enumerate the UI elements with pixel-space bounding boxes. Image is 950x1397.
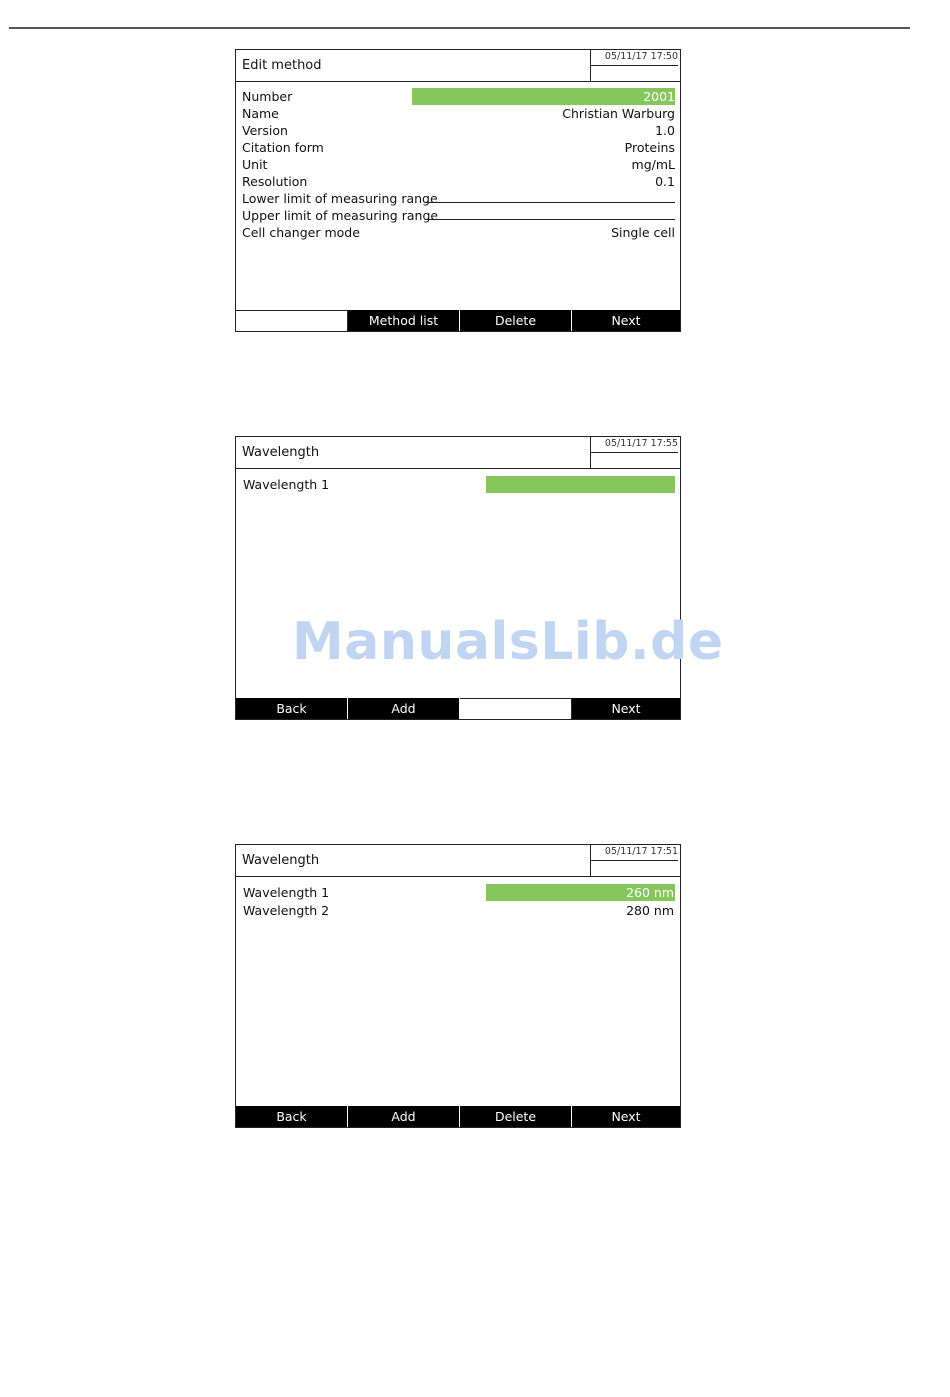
next-button[interactable]: Next xyxy=(572,310,680,331)
field-value-selected[interactable]: 2001 xyxy=(412,88,675,105)
field-label: Cell changer mode xyxy=(242,225,360,240)
field-value-selected[interactable] xyxy=(486,476,675,493)
field-value: 0.1 xyxy=(655,174,675,189)
field-cell-changer-mode[interactable] xyxy=(242,224,675,241)
softkey-3-empty[interactable] xyxy=(460,698,572,719)
field-label: Citation form xyxy=(242,140,324,155)
field-version[interactable] xyxy=(242,122,675,139)
screen-header xyxy=(236,437,680,469)
field-value: Single cell xyxy=(611,225,675,240)
next-button[interactable]: Next xyxy=(572,698,680,719)
field-value: 280 nm xyxy=(626,903,674,918)
field-value: 1.0 xyxy=(655,123,675,138)
field-resolution[interactable] xyxy=(242,173,675,190)
softkey-bar xyxy=(236,1106,680,1127)
screen-title: Wavelength xyxy=(242,445,320,460)
empty-value-line xyxy=(425,219,675,220)
status-box xyxy=(590,437,680,468)
status-box xyxy=(590,845,680,876)
screen-header xyxy=(236,50,680,82)
field-upper-limit[interactable] xyxy=(242,207,675,224)
field-wavelength-2[interactable] xyxy=(242,902,675,919)
status-box xyxy=(590,50,680,81)
field-label: Wavelength 1 xyxy=(243,477,330,492)
datetime: 05/11/17 17:55 xyxy=(591,437,678,453)
softkey-bar xyxy=(236,310,680,331)
next-button[interactable]: Next xyxy=(572,1106,680,1127)
field-label: Wavelength 1 xyxy=(243,885,330,900)
back-button[interactable]: Back xyxy=(236,698,347,719)
field-label: Name xyxy=(242,106,279,121)
field-label: Lower limit of measuring range xyxy=(242,191,438,206)
field-wavelength-1[interactable] xyxy=(242,476,675,493)
watermark: ManualsLib.de xyxy=(292,612,724,672)
screen-title: Edit method xyxy=(242,58,322,73)
field-label: Wavelength 2 xyxy=(243,903,330,918)
datetime: 05/11/17 17:51 xyxy=(591,845,678,861)
add-button[interactable]: Add xyxy=(348,698,459,719)
back-button[interactable]: Back xyxy=(236,1106,347,1127)
delete-button[interactable]: Delete xyxy=(460,1106,571,1127)
wavelength-screen-empty xyxy=(235,436,681,720)
field-unit[interactable] xyxy=(242,156,675,173)
field-wavelength-1[interactable] xyxy=(242,884,675,901)
field-value-selected[interactable]: 260 nm xyxy=(486,884,675,901)
field-value: mg/mL xyxy=(631,157,675,172)
field-label: Resolution xyxy=(242,174,308,189)
screen-title: Wavelength xyxy=(242,853,320,868)
wavelength-screen-filled xyxy=(235,844,681,1128)
add-button[interactable]: Add xyxy=(348,1106,459,1127)
screen-header xyxy=(236,845,680,877)
method-list-button[interactable]: Method list xyxy=(348,310,459,331)
field-citation-form[interactable] xyxy=(242,139,675,156)
field-value: Christian Warburg xyxy=(562,106,675,121)
page-top-rule xyxy=(9,27,910,29)
field-label: Unit xyxy=(242,157,268,172)
field-name[interactable] xyxy=(242,105,675,122)
field-lower-limit[interactable] xyxy=(242,190,675,207)
softkey-bar xyxy=(236,698,680,719)
field-label: Version xyxy=(242,123,288,138)
field-number[interactable] xyxy=(242,88,675,105)
edit-method-screen xyxy=(235,49,681,332)
field-value: Proteins xyxy=(624,140,675,155)
softkey-1-empty[interactable] xyxy=(236,310,348,331)
delete-button[interactable]: Delete xyxy=(460,310,571,331)
field-label: Upper limit of measuring range xyxy=(242,208,439,223)
field-label: Number xyxy=(242,89,293,104)
empty-value-line xyxy=(425,202,675,203)
datetime: 05/11/17 17:50 xyxy=(591,50,678,66)
